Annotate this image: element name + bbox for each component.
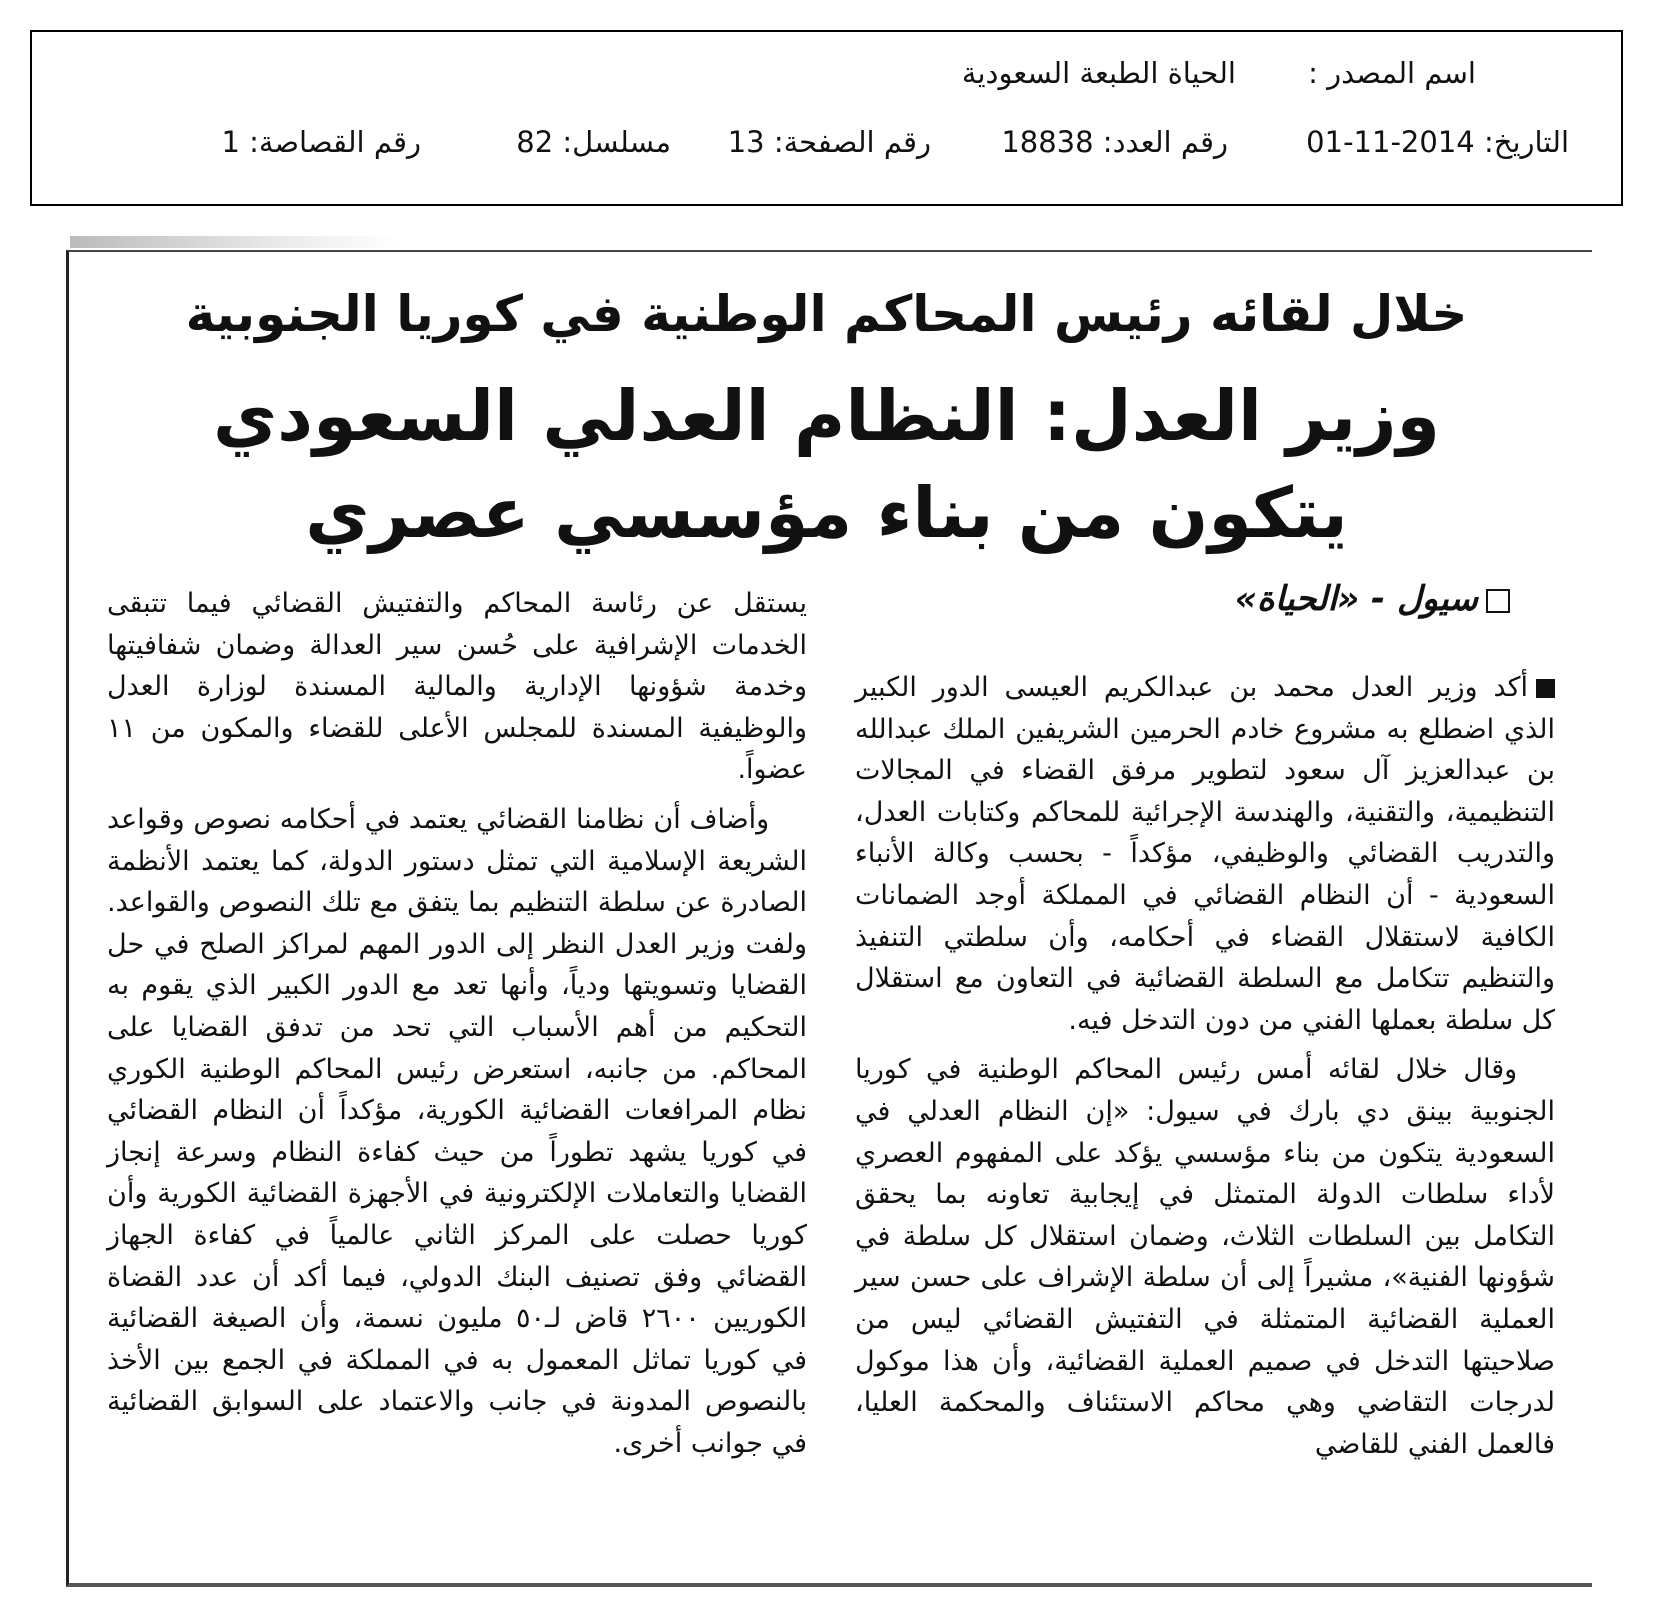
paragraph-text: أكد وزير العدل محمد بن عبدالكريم العيسى الدور الكبير الذي اضطلع به مشروع خادم الحرمين الشريفين الملك عبدالله بن عبدالعزيز آل سعود لتطوير مرفق القضاء في المجالات التنظيمية، والتقنية، والهندسة الإجرائية للمحاكم وكتابات العدل، والتدريب القضائي والوظيفي، مؤكداً - بحسب وكالة الأنباء السعودية - أن النظام القضائي في المملكة أوجد الضمانات الكافية لاستقلال القضاء في أحكامه، وأن سلطتي التنفيذ والتنظيم تتكامل مع السلطة القضائية في التعاون مع استقلال كل سلطة بعملها الفني من دون التدخل فيه. [855, 672, 1555, 1036]
article-headline-line1: وزير العدل: النظام العدلي السعودي [212, 375, 1441, 457]
article-headline-line2: يتكون من بناء مؤسسي عصري [305, 472, 1348, 554]
paragraph: يستقل عن رئاسة المحاكم والتفتيش القضائي فيما تتبقى الخدمات الإشرافية على حُسن سير العدالة وضمان شفافيتها وخدمة شؤونها الإدارية والمالية المسندة لوزارة العدل والوظيفية المسندة للمجلس الأعلى للقضاء والمكون من ١١ عضواً. [107, 588, 807, 786]
paragraph: وأضاف أن نظامنا القضائي يعتمد في أحكامه نصوص وقواعد الشريعة الإسلامية التي تمثل دستور الدولة، كما يعتمد الأنظمة الصادرة عن سلطة التنظيم بما يتفق مع تلك النصوص والقواعد. ولفت وزير العدل النظر إلى الدور المهم لمراكز الصلح في حل القضايا وتسويتها ودياً، وأنها تعد مع الدور الكبير الذي يقوم به التحكيم من أهم الأسباب التي تحد من تدفق القضايا على المحاكم. من جانبه، استعرض رئيس المحاكم الوطنية الكوري نظام المرافعات القضائية الكورية، مؤكداً أن النظام القضائي في كوريا يشهد تطوراً من حيث كفاءة النظام وسرعة إنجاز القضايا والتعاملات الإلكترونية في الأجهزة القضائية الكورية وأن كوريا حصلت على المركز الثاني عالمياً في كفاءة الجهاز القضائي وفق تصنيف البنك الدولي، فيما أكد أن عدد القضاة الكوريين ٢٦٠٠ قاض لـ٥٠ مليون نسمة، وأن الصيغة القضائية في كوريا تماثل المعمول به في المملكة في الجمع بين الأخذ بالنصوص المدونة في جانب والاعتماد على السوابق القضائية في جوانب أخرى. [107, 803, 807, 1459]
source-info-box [30, 30, 1623, 206]
square-bullet-icon [1536, 679, 1555, 698]
serial-field: مسلسل: 82 [516, 125, 671, 159]
paragraph [855, 667, 1555, 1041]
clipping-shadow [70, 236, 400, 248]
paragraph: وقال خلال لقائه أمس رئيس المحاكم الوطنية في كوريا الجنوبية بينق دي بارك في سيول: «إن النظام العدلي في السعودية يتكون من بناء مؤسسي يؤكد على المفهوم العصري لأداء سلطات الدولة المتمثل في إيجابية تعاونه بما يحقق التكامل بين السلطات الثلاث، وضمان استقلال كل سلطة في شؤونها الفنية»، مشيراً إلى أن سلطة الإشراف على حسن سير العملية القضائية المتمثلة في التفتيش القضائي ليس من صلاحيتها التدخل في صميم العملية القضائية، وأن هذا موكول لدرجات التقاضي وهي محاكم الاستئناف والمحكمة العليا، فالعمل الفني للقاضي [855, 1054, 1555, 1460]
source-name: الحياة الطبعة السعودية [961, 56, 1236, 90]
issue-field: رقم العدد: 18838 [1001, 125, 1228, 159]
date-field [1306, 125, 1569, 159]
page-field: رقم الصفحة: 13 [727, 125, 931, 159]
article-column-right [855, 667, 1555, 1473]
source-label: اسم المصدر : [1308, 56, 1476, 90]
article-column-left [107, 583, 807, 1472]
dateline-box-icon [1486, 589, 1510, 613]
date-text: التاريخ: 2014-11-01 [1306, 125, 1569, 159]
article-kicker: خلال لقائه رئيس المحاكم الوطنية في كوريا الجنوبية [185, 285, 1468, 343]
clip-field: رقم القصاصة: 1 [221, 125, 421, 159]
article-dateline [1234, 579, 1510, 619]
dateline-text: سيول - «الحياة» [1234, 579, 1478, 619]
